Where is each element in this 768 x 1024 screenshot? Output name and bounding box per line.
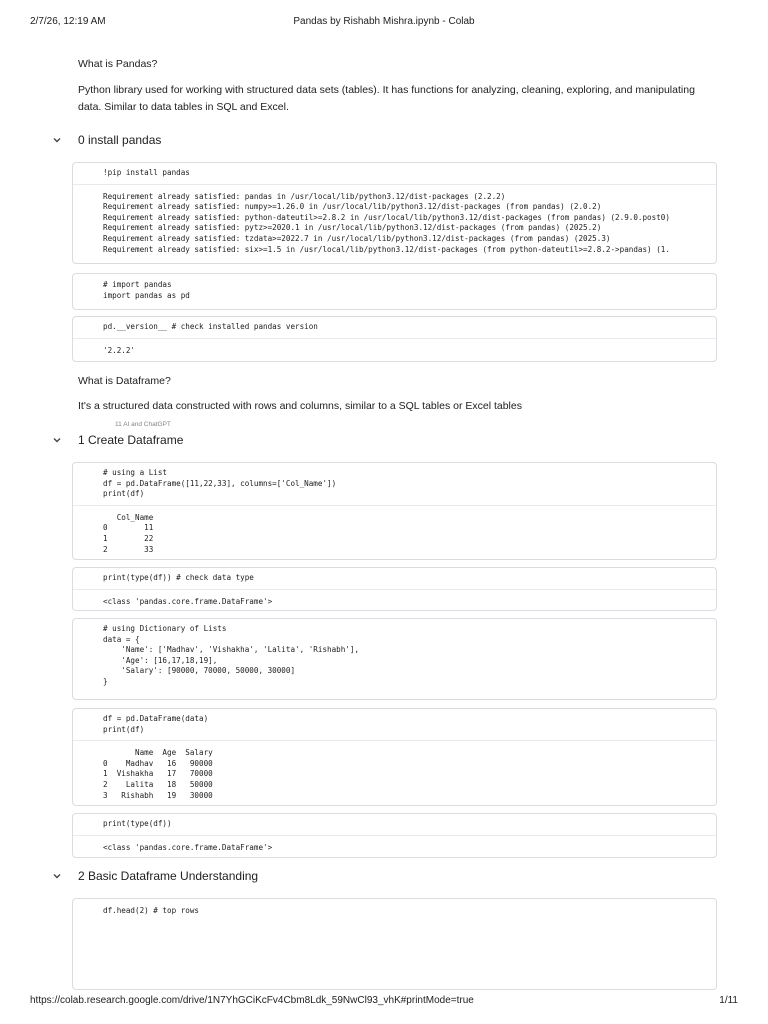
code-cell-type[interactable] xyxy=(72,567,717,611)
section-create-dataframe[interactable] xyxy=(50,432,730,452)
code-input[interactable]: !pip install pandas xyxy=(103,168,190,177)
page-url: https://colab.research.google.com/drive/1N7YhGCiKcFv4Cbm8Ldk_59NwCl93_vhK#printMode=true xyxy=(30,995,474,1006)
section-install-pandas[interactable] xyxy=(50,132,730,152)
code-input[interactable]: print(type(df)) # check data type xyxy=(103,573,254,582)
code-input[interactable]: # using a List df = pd.DataFrame([11,22,33], columns=['Col_Name']) print(df) xyxy=(103,468,337,499)
pandas-description: Python library used for working with structured data sets (tables). It has functions for analyzing, cleaning, exploring, and manipulating data. Similar to data tables in SQL and Excel. xyxy=(78,84,695,113)
what-is-pandas-heading: What is Pandas? xyxy=(78,58,158,70)
print-timestamp: 2/7/26, 12:19 AM xyxy=(30,16,106,27)
code-input[interactable]: # import pandas import pandas as pd xyxy=(103,280,190,300)
what-is-dataframe-heading: What is Dataframe? xyxy=(78,375,171,387)
code-cell-pip-install[interactable] xyxy=(72,162,717,264)
cell-output: <class 'pandas.core.frame.DataFrame'> xyxy=(73,589,716,611)
cell-output: Requirement already satisfied: pandas in /usr/local/lib/python3.12/dist-packages (2.2.2) Requirement already satisfied: numpy>=1.26.0 in /usr/local/lib/python3.12/dist-packages (from pandas) (2.0.2) Requirement already satisfied: python-dateutil>=2.8.2 in /usr/local/lib/python3.12/dist-packages (from pandas) (2.9.0.post0) Requirement already satisfied: pytz>=2020.1 in /usr/local/lib/python3.12/dist-packages (from pandas) (2025.2) Requirement already satisfied: tzdata>=2022.7 in /usr/local/lib/python3.12/dist-packages (from pandas) (2025.3) Requirement already satisfied: six>=1.5 in /usr/local/lib/python3.12/dist-packages (from python-dateutil>=2.8.2->pandas) (1. xyxy=(73,184,716,261)
code-input[interactable]: # using Dictionary of Lists data = { 'Name': ['Madhav', 'Vishakha', 'Lalita', 'Rishabh'], 'Age': [16,17,18,19], 'Salary': [90000, 70000, 50000, 30000] } xyxy=(103,624,360,686)
code-cell-list-dataframe[interactable] xyxy=(72,462,717,560)
page-number: 1/11 xyxy=(719,995,738,1006)
code-cell-dict-lists[interactable] xyxy=(72,618,717,700)
code-input[interactable]: pd.__version__ # check installed pandas version xyxy=(103,322,318,331)
small-note: 11 AI and ChatGPT xyxy=(115,421,171,428)
code-cell-import[interactable] xyxy=(72,273,717,310)
print-footer xyxy=(0,995,768,1009)
code-cell-version[interactable] xyxy=(72,316,717,362)
code-input[interactable]: df = pd.DataFrame(data) print(df) xyxy=(103,714,209,734)
chevron-down-icon[interactable] xyxy=(52,871,64,883)
section-title: 2 Basic Dataframe Understanding xyxy=(78,869,259,883)
code-cell-dataframe-from-dict[interactable] xyxy=(72,708,717,806)
cell-output: <class 'pandas.core.frame.DataFrame'> xyxy=(73,835,716,858)
cell-output: Name Age Salary 0 Madhav 16 90000 1 Vishakha 17 70000 2 Lalita 18 50000 3 Rishabh 19 30000 xyxy=(73,740,716,806)
section-basic-dataframe[interactable] xyxy=(50,868,730,888)
cell-output: '2.2.2' xyxy=(73,338,716,362)
section-title: 1 Create Dataframe xyxy=(78,433,184,447)
chevron-down-icon[interactable] xyxy=(52,435,64,447)
code-input[interactable]: print(type(df)) xyxy=(103,819,172,828)
chevron-down-icon[interactable] xyxy=(52,135,64,147)
print-header xyxy=(0,16,768,30)
section-title: 0 install pandas xyxy=(78,133,162,147)
code-cell-head[interactable] xyxy=(72,898,717,990)
print-title: Pandas by Rishabh Mishra.ipynb - Colab xyxy=(293,16,475,27)
dataframe-description: It's a structured data constructed with rows and columns, similar to a SQL tables or Excel tables xyxy=(78,400,522,412)
code-input[interactable]: df.head(2) # top rows xyxy=(103,906,200,915)
code-cell-type-2[interactable] xyxy=(72,813,717,858)
cell-output: Col_Name 0 11 1 22 2 33 xyxy=(73,505,716,560)
